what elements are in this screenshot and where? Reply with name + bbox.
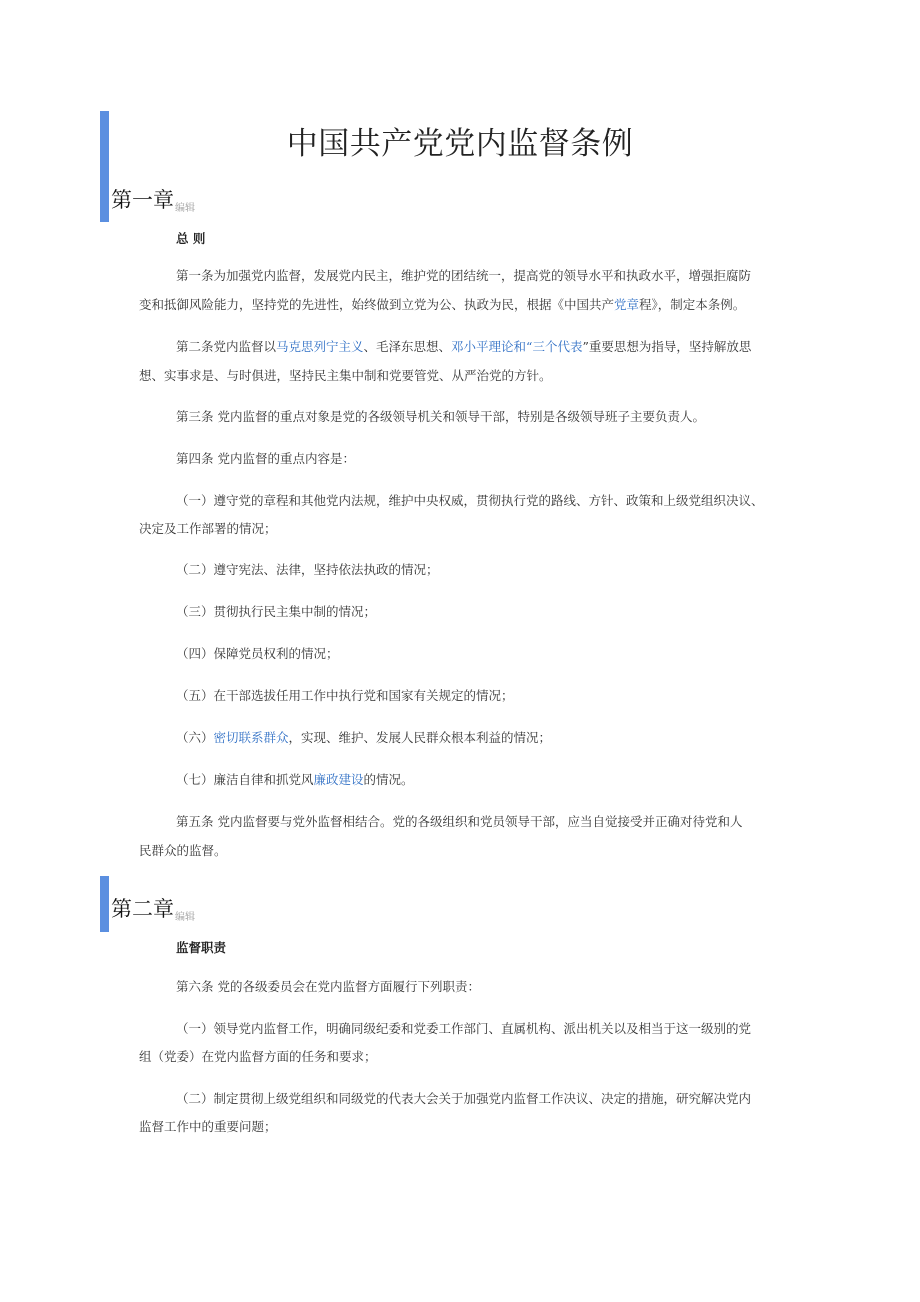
- article-2-line-1: [176, 334, 751, 360]
- article-2-text-mid: 、毛泽东思想、: [363, 339, 452, 354]
- article-4: 第四条 党内监督的重点内容是：: [176, 451, 355, 466]
- chapter-2-edit-link[interactable]: 编辑: [175, 912, 195, 923]
- item-7-prefix: （七）廉洁自律和抓党风: [176, 772, 314, 787]
- chapter-1-edit-link[interactable]: 编辑: [175, 203, 195, 214]
- page-title: 中国共产党党内监督条例: [286, 126, 634, 162]
- item-7-text: 的情况。: [363, 772, 414, 787]
- article-6-item-2-line-2: 监督工作中的重要问题；: [139, 1119, 277, 1134]
- chapter-1-title: 第一章: [111, 188, 174, 212]
- deng-theory-three-represents-link[interactable]: 邓小平理论和“三个代表: [451, 339, 583, 354]
- article-4-item-3: （三）贯彻执行民主集中制的情况；: [176, 604, 377, 619]
- article-6-item-2-line-1: （二）制定贯彻上级党组织和同级党的代表大会关于加强党内监督工作决议、决定的措施，研究解决党内: [176, 1091, 752, 1106]
- article-2-line-2: 想、实事求是、与时俱进，坚持民主集中制和党要管党、从严治党的方针。: [139, 368, 552, 383]
- article-1-text: 变和抵御风险能力，坚持党的先进性，始终做到立党为公、执政为民，根据《中国共产: [139, 297, 615, 312]
- article-2-text: 第二条党内监督以: [176, 339, 277, 354]
- article-4-item-7: [176, 767, 414, 793]
- article-4-item-1-line-1: （一）遵守党的章程和其他党内法规，维护中央权威，贯彻执行党的路线、方针、政策和上级党组织决议、: [176, 493, 764, 508]
- article-4-item-1-line-2: 决定及工作部署的情况；: [139, 521, 277, 536]
- marxism-leninism-link[interactable]: 马克思列宁主义: [276, 339, 364, 354]
- chapter-2-subtitle: 监督职责: [176, 940, 227, 955]
- close-ties-with-masses-link[interactable]: 密切联系群众: [213, 730, 289, 745]
- article-3: 第三条 党内监督的重点对象是党的各级领导机关和领导干部，特别是各级领导班子主要负责人。: [176, 409, 705, 424]
- chapter-2-title: 第二章: [111, 897, 174, 921]
- article-4-item-2: （二）遵守宪法、法律，坚持依法执政的情况；: [176, 562, 439, 577]
- chapter-1-heading: [111, 184, 195, 214]
- party-constitution-link[interactable]: 党章: [614, 297, 640, 312]
- chapter-1-subtitle: 总 则: [176, 231, 206, 246]
- item-6-prefix: （六）: [176, 730, 214, 745]
- article-1-text-end: 程》，制定本条例。: [639, 297, 746, 312]
- clean-government-link[interactable]: 廉政建设: [313, 772, 364, 787]
- article-6: 第六条 党的各级委员会在党内监督方面履行下列职责：: [176, 979, 480, 994]
- article-1-line-2: [139, 292, 745, 318]
- article-4-item-5: （五）在干部选拔任用工作中执行党和国家有关规定的情况；: [176, 688, 514, 703]
- item-6-text: ，实现、维护、发展人民群众根本利益的情况；: [288, 730, 552, 745]
- article-1-line-1: 第一条为加强党内监督，发展党内民主，维护党的团结统一，提高党的领导水平和执政水平，增强拒腐防: [176, 268, 752, 283]
- article-4-item-6: [176, 725, 551, 751]
- article-6-item-1-line-2: 组（党委）在党内监督方面的任务和要求；: [139, 1049, 377, 1064]
- article-4-item-4: （四）保障党员权利的情况；: [176, 646, 339, 661]
- article-5-line-1: 第五条 党内监督要与党外监督相结合。党的各级组织和党员领导干部，应当自觉接受并正确对待党和人: [176, 814, 743, 829]
- article-5-line-2: 民群众的监督。: [139, 843, 227, 858]
- chapter2-accent-bar: [100, 876, 109, 932]
- article-6-item-1-line-1: （一）领导党内监督工作，明确同级纪委和党委工作部门、直属机构、派出机关以及相当于这一级别的党: [176, 1021, 752, 1036]
- article-2-text-end: ”重要思想为指导，坚持解放思: [582, 339, 752, 354]
- chapter-2-heading: [111, 893, 195, 923]
